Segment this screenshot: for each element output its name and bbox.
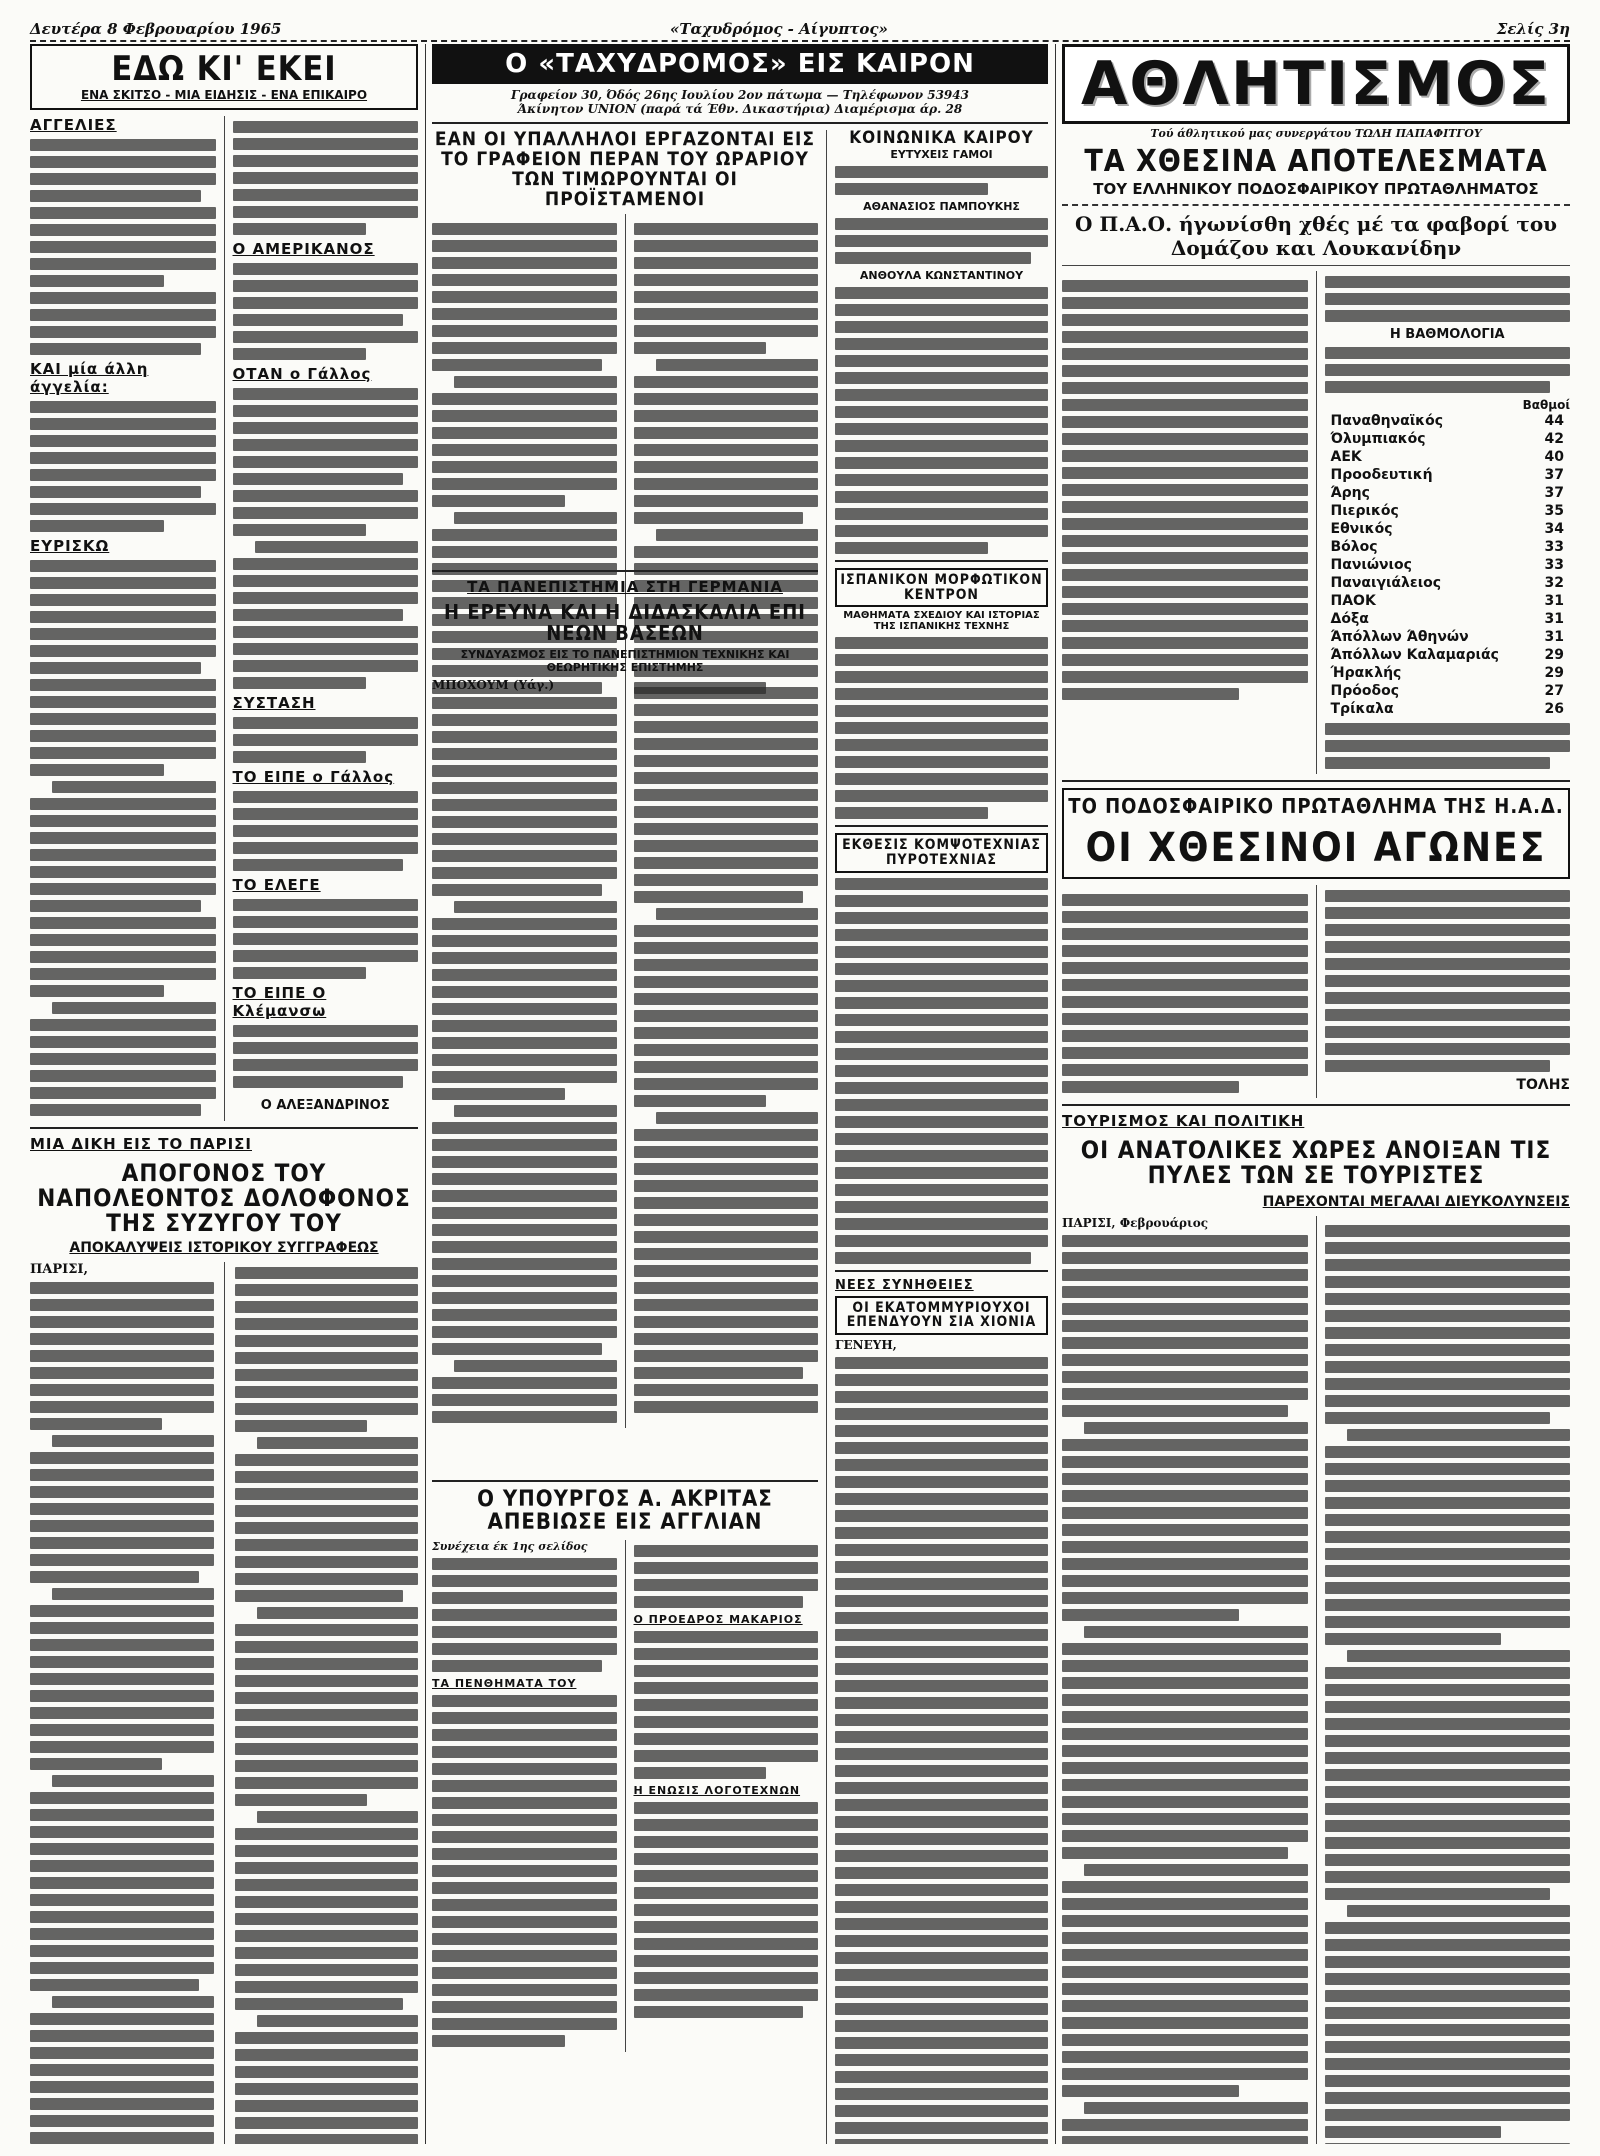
akritas-headline: Ο ΥΠΟΥΡΓΟΣ Α. ΑΚΡΙΤΑΣ ΑΠΕΒΙΩΣΕ ΕΙΣ ΑΓΓΛΙΑΝ — [477, 1487, 773, 1536]
standings-team: Πιερικός — [1330, 502, 1399, 519]
akritas-continued: Συνέχεια έκ 1ης σελίδος — [432, 1540, 588, 1554]
standings-table — [1325, 412, 1571, 718]
social-name-2: ΑΝΘΟΥΛΑ ΚΩΝΣΤΑΝΤΙΝΟΥ — [859, 268, 1024, 282]
standings-row — [1325, 412, 1571, 430]
standings-row — [1325, 682, 1571, 700]
standings-row — [1325, 628, 1571, 646]
tourism-headline: ΟΙ ΑΝΑΤΟΛΙΚΕΣ ΧΩΡΕΣ ΑΝΟΙΞΑΝ ΤΙΣ ΠΥΛΕΣ ΤΩΝ ΣΕ ΤΟΥΡΙΣΤΕΣ — [1080, 1135, 1552, 1189]
standings-team: Πρόοδος — [1330, 682, 1400, 699]
page-number: Σελίς 3η — [1496, 20, 1570, 38]
standings-team: ΑΕΚ — [1330, 448, 1362, 465]
side-column — [835, 130, 1048, 2144]
sports-subhead: ΤΟΥ ΕΛΛΗΝΙΚΟΥ ΠΟΔΟΣΦΑΙΡΙΚΟΥ ΠΡΩΤΑΘΛΗΜΑΤΟΣ — [1093, 179, 1539, 198]
alexandrinos-signature: Ο ΑΛΕΞΑΝΔΡΙΝΟΣ — [260, 1097, 390, 1113]
standings-team: Πανιώνιος — [1330, 556, 1412, 573]
center-column — [432, 44, 1048, 2144]
standings-row — [1325, 538, 1571, 556]
standings-row — [1325, 430, 1571, 448]
page-header — [30, 18, 1570, 42]
standings-team: Εθνικός — [1330, 520, 1393, 537]
standings-row — [1325, 556, 1571, 574]
standings-team: Άπόλλων Καλαμαριάς — [1330, 646, 1499, 663]
standings-team: Άπόλλων Άθηνών — [1330, 628, 1469, 645]
tourism-subhead: ΠΑΡΕΧΟΝΤΑΙ ΜΕΓΑΛΑΙ ΔΙΕΥΚΟΛΥΝΣΕΙΣ — [1262, 1193, 1570, 1210]
uar-subhead: ΟΙ ΧΘΕΣΙΝΟΙ ΑΓΩΝΕΣ — [1085, 824, 1547, 871]
standings-row — [1325, 664, 1571, 682]
isd-subtitle: ΜΑΘΗΜΑΤΑ ΣΧΕΔΙΟΥ ΚΑΙ ΙΣΤΟΡΙΑΣ ΤΗΣ ΙΣΠΑΝΙΚΗΣ ΤΕΧΝΗΣ — [843, 610, 1040, 633]
standings-row — [1325, 700, 1571, 718]
standings-team: Άρης — [1330, 484, 1370, 501]
university-headline: Η ΕΡΕΥΝΑ ΚΑΙ Η ΔΙΔΑΣΚΑΛΙΑ ΕΠΙ ΝΕΩΝ ΒΑΣΕΩΝ — [444, 600, 806, 645]
standings-points: 32 — [1544, 574, 1564, 591]
standings-points: 35 — [1544, 502, 1564, 519]
standings-team: Παναιγιάλειος — [1330, 574, 1442, 591]
lead-headline: ΕΑΝ ΟΙ ΥΠΑΛΛΗΛΟΙ ΕΡΓΑΖΟΝΤΑΙ ΕΙΣ ΤΟ ΓΡΑΦΕΙΟΝ ΠΕΡΑΝ ΤΟΥ ΩΡΑΡΙΟΥ ΤΩΝ ΤΙΜΩΡΟΥΝΤΑΙ ΟΙ ΠΡΟΪΣΤΑΜΕΝΟΙ — [434, 128, 816, 210]
standings-points: 44 — [1544, 412, 1564, 429]
exhibition-title: ΕΚΘΕΣΙΣ ΚΟΜΨΟΤΕΧΝΙΑΣ ΠΥΡΟΤΕΧΝΙΑΣ — [842, 837, 1041, 868]
standings-row — [1325, 646, 1571, 664]
sports-column — [1062, 44, 1570, 2144]
standings-points: 33 — [1544, 538, 1564, 555]
social-subtitle: ΕΥΤΥΧΕΙΣ ΓΑΜΟΙ — [890, 147, 993, 161]
standings-points: 26 — [1544, 700, 1564, 717]
university-dateline: ΜΠΟΧΟΥΜ (Υάγ.) — [432, 678, 555, 692]
section-title: ΕΔΩ ΚΙ' ΕΚΕΙ — [111, 49, 337, 89]
pao-headline: Ο Π.Α.Ο. ήγωνίσθη χθές μέ τα φαβορί του Δομάζου και Λουκανίδην — [1074, 211, 1558, 260]
isd-title: ΙΣΠΑΝΙΚΟΝ ΜΟΡΦΩΤΙΚΟΝ ΚΕΝΤΡΟΝ — [840, 571, 1043, 603]
standings-team: Τρίκαλα — [1330, 700, 1394, 717]
issue-date: Δευτέρα 8 Φεβρουαρίου 1965 — [30, 20, 282, 38]
standings-row — [1325, 574, 1571, 592]
paris-kicker: ΜΙΑ ΔΙΚΗ ΕΙΣ ΤΟ ΠΑΡΙΣΙ — [30, 1134, 252, 1153]
social-name-1: ΑΘΑΝΑΣΙΟΣ ΠΑΜΠΟΥΚΗΣ — [863, 199, 1020, 213]
akritas-sub-3: Η ΕΝΩΣΙΣ ΛΟΓΟΤΕΧΝΩΝ — [633, 1784, 801, 1798]
standings-points: 37 — [1544, 484, 1564, 501]
standings-team: Προοδευτική — [1330, 466, 1433, 483]
sports-headline: ΤΑ ΧΘΕΣΙΝΑ ΑΠΟΤΕΛΕΣΜΑΤΑ — [1084, 144, 1548, 179]
standings-row — [1325, 592, 1571, 610]
standings-points: 27 — [1544, 682, 1564, 699]
standings-points: 37 — [1544, 466, 1564, 483]
standings-team: Παναθηναϊκός — [1330, 412, 1444, 429]
university-subhead: ΣΥΝΔΥΑΣΜΟΣ ΕΙΣ ΤΟ ΠΑΝΕΠΙΣΤΗΜΙΟΝ ΤΕΧΝΙΚΗΣ ΚΑΙ ΘΕΩΡΗΤΙΚΗΣ ΕΠΙΣΤΗΜΗΣ — [460, 648, 790, 674]
standings-points: 31 — [1544, 610, 1564, 627]
section-subtitle: ΕΝΑ ΣΚΙΤΣΟ - ΜΙΑ ΕΙΔΗΣΙΣ - ΕΝΑ ΕΠΙΚΑΙΡΟ — [80, 87, 368, 102]
right-sub-2: ΟΤΑΝ ο Γάλλος — [232, 364, 372, 383]
standings-col-label: Βαθμοί — [1522, 397, 1570, 412]
left-sub-1: ΑΓΓΕΛΙΕΣ — [30, 115, 117, 134]
office-address-1: Γραφείον 30, Όδός 26ης Ιουλίου 2ον πάτωμα — Τηλέφωνον 53943 — [511, 88, 969, 102]
standings-points: 31 — [1544, 592, 1564, 609]
standings-team: Όλυμπιακός — [1330, 430, 1426, 447]
kairos-banner: Ο «ΤΑΧΥΔΡΟΜΟΣ» ΕΙΣ ΚΑΙΡΟΝ — [432, 44, 1048, 84]
standings-points: 42 — [1544, 430, 1564, 447]
paris-subhead: ΑΠΟΚΑΛΥΨΕΙΣ ΙΣΤΟΡΙΚΟΥ ΣΥΓΓΡΑΦΕΩΣ — [69, 1240, 379, 1257]
standings-points: 29 — [1544, 664, 1564, 681]
standings-team: Βόλος — [1330, 538, 1378, 555]
akritas-article — [432, 1474, 818, 2052]
standings-block — [1325, 271, 1571, 774]
news-kicker: ΝΕΕΣ ΣΥΝΗΘΕΙΕΣ — [835, 1277, 974, 1293]
office-address-2: Άκίνητον UNION (παρά τά Έθν. Δικαστήρια) Διαμέρισμα άρ. 28 — [517, 102, 963, 116]
standings-points: 29 — [1544, 646, 1564, 663]
paris-headline: ΑΠΟΓΟΝΟΣ ΤΟΥ ΝΑΠΟΛΕΟΝΤΟΣ ΔΟΛΟΦΟΝΟΣ ΤΗΣ ΣΥΖΥΓΟΥ ΤΟΥ — [37, 1158, 411, 1238]
standings-team: ΠΑΟΚ — [1330, 592, 1376, 609]
paris-dateline: ΠΑΡΙΣΙ, — [30, 1262, 89, 1278]
right-sub-1: Ο ΑΜΕΡΙΚΑΝΟΣ — [232, 239, 375, 258]
left-column — [30, 44, 418, 2144]
standings-row — [1325, 466, 1571, 484]
university-article — [432, 564, 818, 1428]
akritas-sub-1: ΤΑ ΠΕΝΘΗΜΑΤΑ ΤΟΥ — [432, 1677, 577, 1691]
uar-headline: ΤΟ ΠΟΔΟΣΦΑΙΡΙΚΟ ΠΡΩΤΑΘΛΗΜΑ ΤΗΣ Η.Α.Δ. — [1068, 793, 1564, 818]
standings-row — [1325, 502, 1571, 520]
tourism-kicker: ΤΟΥΡΙΣΜΟΣ ΚΑΙ ΠΟΛΙΤΙΚΗ — [1062, 1111, 1305, 1130]
left-sub-3: ΕΥΡΙΣΚΩ — [30, 536, 110, 555]
right-sub-6: ΤΟ ΕΙΠΕ Ο Κλέμανσω — [232, 983, 327, 1020]
standings-row — [1325, 484, 1571, 502]
standings-row — [1325, 520, 1571, 538]
akritas-sub-2: Ο ΠΡΟΕΔΡΟΣ ΜΑΚΑΡΙΟΣ — [633, 1613, 803, 1627]
standings-points: 40 — [1544, 448, 1564, 465]
edo-left-sub — [30, 116, 216, 1121]
standings-row — [1325, 448, 1571, 466]
right-sub-5: ΤΟ ΕΛΕΓΕ — [232, 875, 321, 894]
section-edo-ki-ekei — [30, 44, 418, 110]
standings-points: 34 — [1544, 520, 1564, 537]
sports-logo: ΑΘΛΗΤΙΣΜΟΣ — [1062, 44, 1570, 124]
sports-byline: Τού άθλητικού μας συνεργάτου ΤΩΛΗ ΠΑΠΑΦΙΤΓΟΥ — [1150, 127, 1482, 140]
social-title: ΚΟΙΝΩΝΙΚΑ ΚΑΙΡΟΥ — [849, 128, 1034, 148]
right-sub-4: ΤΟ ΕΙΠΕ ο Γάλλος — [232, 767, 395, 786]
edo-right-sub — [233, 116, 419, 1121]
standings-heading: Η ΒΑΘΜΟΛΟΓΙΑ — [1389, 326, 1505, 342]
news-title: ΟΙ ΕΚΑΤΟΜΜΥΡΙΟΥΧΟΙ ΕΠΕΝΔΥΟΥΝ ΣΙΑ ΧΙΟΝΙΑ — [846, 1299, 1037, 1331]
standings-team: Δόξα — [1330, 610, 1369, 627]
tourism-dateline: ΠΑΡΙΣΙ, Φεβρουάριος — [1062, 1215, 1209, 1230]
university-kicker: ΤΑ ΠΑΝΕΠΙΣΤΗΜΙΑ ΣΤΗ ΓΕΡΜΑΝΙΑ — [467, 578, 783, 596]
standings-points: 31 — [1544, 628, 1564, 645]
paper-name: «Ταχυδρόμος - Αίγυπτος» — [670, 20, 888, 38]
uar-signature: ΤΟΛΗΣ — [1516, 1076, 1570, 1093]
news-dateline: ΓΕΝΕΥΗ, — [835, 1337, 897, 1352]
standings-points: 33 — [1544, 556, 1564, 573]
right-sub-3: ΣΥΣΤΑΣΗ — [232, 693, 316, 712]
standings-team: Ήρακλής — [1330, 664, 1402, 681]
left-sub-2: ΚΑΙ μία άλλη άγγελία: — [30, 359, 149, 396]
standings-row — [1325, 610, 1571, 628]
